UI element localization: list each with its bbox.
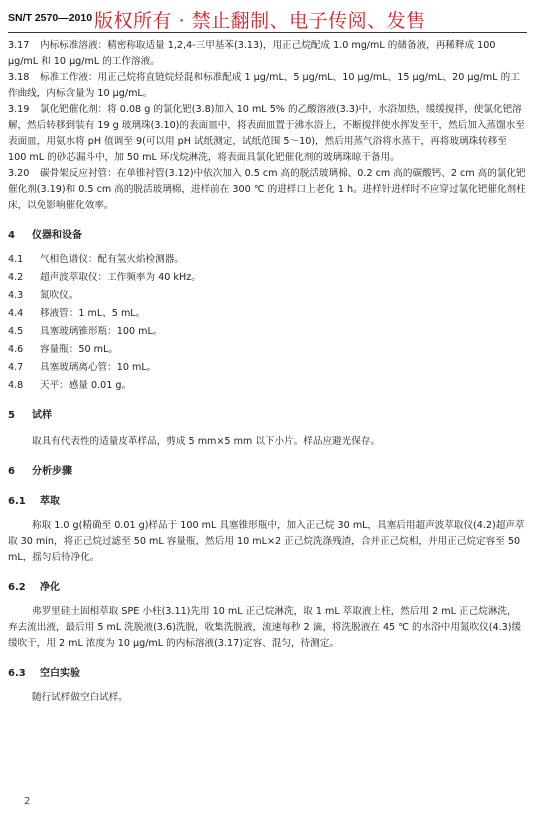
clause-text: 内标标准溶液：精密称取适量 1,2,4-三甲基苯(3.13)，用正己烷配成 1.0 mg/mL 的储备液，再稀释成 100 μg/mL 和 10 μg/mL 的工作溶液。 xyxy=(8,40,496,67)
item-text: 氮吹仪。 xyxy=(40,290,79,301)
item-text: 超声波萃取仪：工作频率为 40 kHz。 xyxy=(40,272,201,283)
section-title: 净化 xyxy=(40,582,60,593)
section-6-1-text: 称取 1.0 g(精确至 0.01 g)样品于 100 mL 具塞锥形瓶中，加入正己烷 30 mL，具塞后用超声波萃取仪(4.2)超声萃取 30 min，将正己烷过滤至 50 mL 容量瓶，然后用 10 mL×2 正己烷洗涤残渣，合并正己烷相，并用正己烷定容至 50 mL，摇匀后待净化。 xyxy=(8,520,525,563)
section-heading-6-1 xyxy=(8,494,526,510)
section-6-2-text: 弗罗里硅土固相萃取 SPE 小柱(3.11)先用 10 mL 正己烷淋洗，取 1 mL 萃取液上柱，然后用 2 mL 正己烷淋洗，弃去流出液，最后用 5 mL 洗脱液(3.6)洗脱，收集洗脱液，流速每秒 2 滴，将洗脱液在 45 ℃ 的水浴中用氮吹仪(4.3)缓缓吹干，用 2 mL 浓度为 10 μg/mL 的内标溶液(3.17)定容、混匀，待测定。 xyxy=(8,606,522,649)
item-text: 天平：感量 0.01 g。 xyxy=(40,380,132,391)
section-number: 4 xyxy=(8,230,15,241)
copyright-watermark: 版权所有 · 禁止翻制、电子传阅、发售 xyxy=(94,10,426,32)
section-number: 6 xyxy=(8,466,15,477)
header-rule xyxy=(8,32,527,33)
item-4-8 xyxy=(8,378,526,394)
item-number: 4.1 xyxy=(8,254,24,265)
item-4-2 xyxy=(8,270,526,286)
clause-number: 3.17 xyxy=(8,40,30,51)
section-title: 分析步骤 xyxy=(32,466,72,477)
clause-3-18 xyxy=(8,70,526,102)
clause-text: 氯化钯催化剂：将 0.08 g 的氯化钯(3.8)加入 10 mL 5% 的乙酸溶液(3.3)中，水浴加热，缓缓搅拌，使氯化钯溶解，然后转移到装有 19 g 玻璃珠(3.10)的表面皿中，将表面皿置于沸水浴上，不断搅拌使水挥发至干，然后加入蒸馏水至表面皿，用氨水将 pH 值调至 9(可以用 pH 试纸测定，试纸范围 5～10)，然后用蒸气浴将水蒸干，再将玻璃珠转移至 100 mL 的砂芯漏斗中，加 50 mL 环戊烷淋洗，将表面具氯化钯催化剂的玻璃珠晾干备用。 xyxy=(8,104,525,163)
item-number: 4.7 xyxy=(8,362,24,373)
section-title: 仪器和设备 xyxy=(32,230,82,241)
section-heading-6-3 xyxy=(8,666,526,682)
item-4-1 xyxy=(8,252,526,268)
clause-number: 3.19 xyxy=(8,104,30,115)
item-text: 具塞玻璃离心管：10 mL。 xyxy=(40,362,157,373)
section-number: 6.1 xyxy=(8,496,26,507)
item-text: 具塞玻璃锥形瓶：100 mL。 xyxy=(40,326,163,337)
clause-number: 3.20 xyxy=(8,168,30,179)
section-number: 6.3 xyxy=(8,668,26,679)
item-4-3 xyxy=(8,288,526,304)
document-body xyxy=(8,38,526,706)
item-number: 4.8 xyxy=(8,380,24,391)
section-heading-6 xyxy=(8,464,526,480)
clause-3-19 xyxy=(8,102,526,166)
section-number: 6.2 xyxy=(8,582,26,593)
section-number: 5 xyxy=(8,410,15,421)
item-number: 4.6 xyxy=(8,344,24,355)
item-4-5 xyxy=(8,324,526,340)
item-text: 移液管：1 mL、5 mL。 xyxy=(40,308,146,319)
clause-3-20 xyxy=(8,166,526,214)
section-heading-4 xyxy=(8,228,526,244)
clause-3-17 xyxy=(8,38,526,70)
section-6-3-text: 随行试样做空白试样。 xyxy=(32,692,128,703)
clause-text: 碳骨架反应衬管：在单锥衬管(3.12)中依次加入 0.5 cm 高的脱活玻璃棉、0.2 cm 高的碳酸钙、2 cm 高的氯化钯催化剂(3.19)和 0.5 cm 高的脱活玻璃棉，进样前在 300 ℃ 的进样口上老化 1 h。进样针进样时不应穿过氯化钯催化剂柱床，以免影响催化效率。 xyxy=(8,168,526,211)
page-number: 2 xyxy=(24,796,31,807)
item-number: 4.5 xyxy=(8,326,24,337)
item-4-7 xyxy=(8,360,526,376)
item-4-6 xyxy=(8,342,526,358)
item-number: 4.2 xyxy=(8,272,24,283)
clause-number: 3.18 xyxy=(8,72,30,83)
section-heading-5 xyxy=(8,408,526,424)
item-text: 气相色谱仪：配有氢火焰检测器。 xyxy=(40,254,184,265)
item-number: 4.4 xyxy=(8,308,24,319)
standard-code: SN/T 2570—2010 xyxy=(8,12,93,24)
item-number: 4.3 xyxy=(8,290,24,301)
item-text: 容量瓶：50 mL。 xyxy=(40,344,118,355)
section-title: 空白实验 xyxy=(40,668,80,679)
page-header xyxy=(8,6,528,32)
section-title: 试样 xyxy=(32,410,52,421)
item-4-4 xyxy=(8,306,526,322)
section-5-text: 取具有代表性的适量皮革样品，剪成 5 mm×5 mm 以下小片。样品应避光保存。 xyxy=(32,436,381,447)
clause-text: 标准工作液：用正己烷将直链烷烃混和标准配成 1 μg/mL、5 μg/mL、10 μg/mL、15 μg/mL、20 μg/mL 的工作曲线，内标含量为 10 μg/mL。 xyxy=(8,72,520,99)
section-heading-6-2 xyxy=(8,580,526,596)
section-title: 萃取 xyxy=(40,496,60,507)
